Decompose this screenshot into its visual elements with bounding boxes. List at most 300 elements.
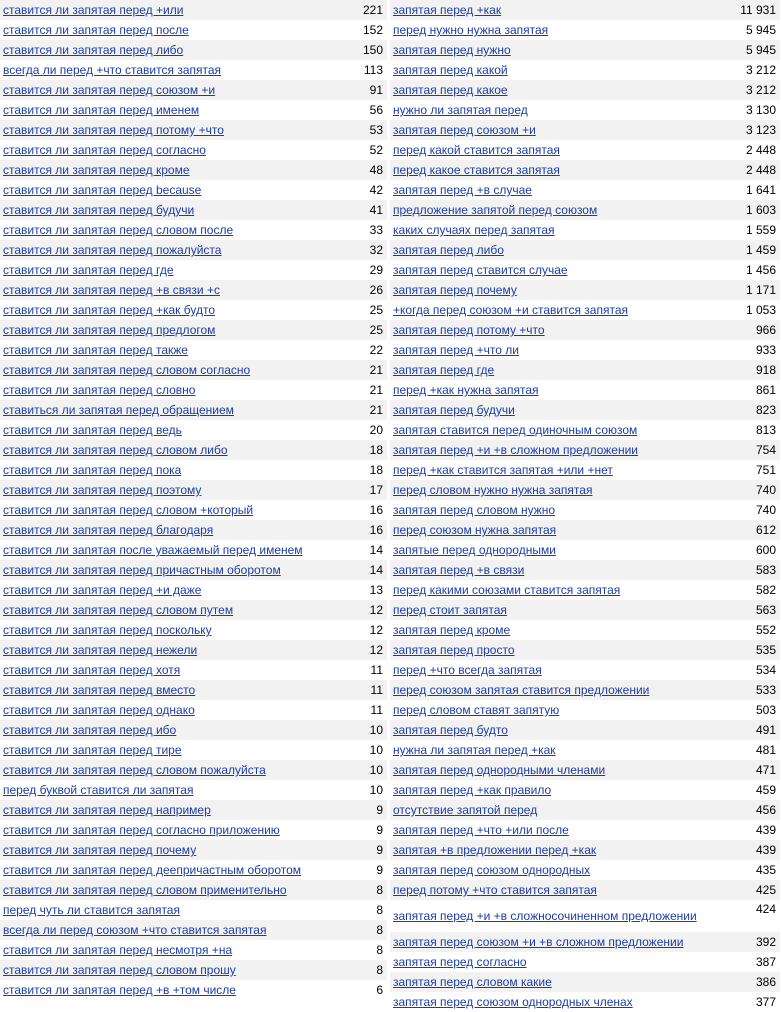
keyword-link[interactable]: ставится ли запятая перед +или xyxy=(3,3,184,17)
keyword-link[interactable]: ставится ли запятая перед словно xyxy=(3,383,196,397)
keyword-link[interactable]: запятая перед +и +в сложном предложении xyxy=(393,443,638,457)
impressions-count: 150 xyxy=(362,43,383,57)
impressions-count: 583 xyxy=(755,563,776,577)
table-row xyxy=(0,420,387,440)
impressions-count: 751 xyxy=(755,463,776,477)
keyword-link[interactable]: ставится ли запятая перед вместо xyxy=(3,683,196,697)
impressions-count: 26 xyxy=(369,283,383,297)
table-row xyxy=(0,440,387,460)
table-row xyxy=(390,380,780,400)
keyword-link[interactable]: ставится ли запятая перед причастным оборотом xyxy=(3,563,281,577)
table-row xyxy=(0,240,387,260)
keyword-link[interactable]: запятая перед какой xyxy=(393,63,508,77)
keyword-link[interactable]: ставится ли запятая перед где xyxy=(3,263,174,277)
table-row xyxy=(0,100,387,120)
impressions-count: 18 xyxy=(369,463,383,477)
keyword-link[interactable]: ставится ли запятая перед словом либо xyxy=(3,443,228,457)
table-row xyxy=(0,500,387,520)
keyword-link[interactable]: ставится ли запятая перед поэтому xyxy=(3,483,202,497)
table-row xyxy=(0,960,387,980)
table-row xyxy=(390,800,780,820)
table-row xyxy=(0,660,387,680)
impressions-count: 425 xyxy=(755,883,776,897)
impressions-count: 582 xyxy=(755,583,776,597)
table-row xyxy=(0,940,387,960)
keyword-link[interactable]: всегда ли перед союзом +что ставится запятая xyxy=(3,923,267,937)
impressions-count: 1 559 xyxy=(745,223,776,237)
keyword-link[interactable]: всегда ли перед +что ставится запятая xyxy=(3,63,222,77)
impressions-count: 113 xyxy=(363,63,383,77)
keyword-link[interactable]: запятая перед просто xyxy=(393,643,515,657)
impressions-count: 2 448 xyxy=(745,143,776,157)
table-row xyxy=(0,120,387,140)
keyword-link[interactable]: ставится ли запятая перед деепричастным оборотом xyxy=(3,863,302,877)
keyword-link[interactable]: запятая перед кроме xyxy=(393,623,511,637)
impressions-count: 424 xyxy=(755,902,776,916)
keyword-link[interactable]: перед +что всегда запятая xyxy=(393,663,542,677)
impressions-count: 754 xyxy=(755,443,776,457)
impressions-count: 387 xyxy=(755,955,776,969)
table-row xyxy=(390,340,780,360)
keyword-link[interactable]: ставится ли запятая перед словом пожалуйста xyxy=(3,763,266,777)
table-row xyxy=(390,760,780,780)
impressions-count: 8 xyxy=(376,883,383,897)
table-row xyxy=(0,320,387,340)
impressions-count: 503 xyxy=(755,703,776,717)
keyword-link[interactable]: ставится ли запятая перед пожалуйста xyxy=(3,243,222,257)
impressions-count: 740 xyxy=(755,503,776,517)
table-row xyxy=(390,40,780,60)
table-row xyxy=(390,460,780,480)
table-row xyxy=(0,20,387,40)
keyword-link[interactable]: ставиться ли запятая перед обращением xyxy=(3,403,234,417)
table-row xyxy=(0,560,387,580)
impressions-count: 33 xyxy=(369,223,383,237)
keyword-link[interactable]: перед нужно нужна запятая xyxy=(393,23,549,37)
table-row xyxy=(0,340,387,360)
keyword-link[interactable]: перед +как нужна запятая xyxy=(393,383,539,397)
impressions-count: 11 xyxy=(370,703,383,717)
keyword-link[interactable]: перед какой ставится запятая xyxy=(393,143,560,157)
table-row xyxy=(0,620,387,640)
table-row xyxy=(390,20,780,40)
table-row xyxy=(390,320,780,340)
keyword-link[interactable]: ставится ли запятая перед пока xyxy=(3,463,182,477)
table-row xyxy=(0,540,387,560)
keyword-link[interactable]: ставится ли запятая перед несмотря +на xyxy=(3,943,233,957)
keyword-link[interactable]: запятая перед где xyxy=(393,363,495,377)
impressions-count: 12 xyxy=(369,623,383,637)
keyword-link[interactable]: отсутствие запятой перед xyxy=(393,803,538,817)
table-row xyxy=(390,480,780,500)
table-row xyxy=(0,60,387,80)
table-row xyxy=(390,60,780,80)
table-row xyxy=(390,280,780,300)
table-row xyxy=(0,880,387,900)
table-row xyxy=(0,800,387,820)
keyword-link[interactable]: запятая перед союзом +и xyxy=(393,123,536,137)
keyword-link[interactable]: ставится ли запятая перед именем xyxy=(3,103,200,117)
keyword-link[interactable]: ставится ли запятая перед предлогом xyxy=(3,323,216,337)
table-row xyxy=(0,980,387,1000)
table-row xyxy=(0,180,387,200)
impressions-count: 3 130 xyxy=(745,103,776,117)
table-row xyxy=(0,460,387,480)
table-row xyxy=(0,920,387,940)
table-row xyxy=(390,360,780,380)
impressions-count: 9 xyxy=(376,823,383,837)
impressions-count: 10 xyxy=(369,783,383,797)
keyword-link[interactable]: ставится ли запятая перед также xyxy=(3,343,188,357)
impressions-count: 14 xyxy=(369,563,383,577)
keyword-link[interactable]: +когда перед союзом +и ставится запятая xyxy=(393,303,628,317)
table-row xyxy=(0,0,387,20)
keyword-link[interactable]: ставится ли запятая перед например xyxy=(3,803,211,817)
table-row xyxy=(390,560,780,580)
keyword-link[interactable]: ставится ли запятая перед кроме xyxy=(3,163,190,177)
table-row xyxy=(0,40,387,60)
impressions-count: 813 xyxy=(755,423,776,437)
impressions-count: 1 171 xyxy=(745,283,776,297)
impressions-count: 29 xyxy=(369,263,383,277)
impressions-count: 9 xyxy=(376,843,383,857)
impressions-count: 42 xyxy=(369,183,383,197)
keyword-link[interactable]: ставится ли запятая после уважаемый перед именем xyxy=(3,543,303,557)
keyword-link[interactable]: ставится ли запятая перед после xyxy=(3,23,189,37)
keyword-link[interactable]: ставится ли запятая перед словом после xyxy=(3,223,234,237)
table-row xyxy=(390,840,780,860)
impressions-count: 1 459 xyxy=(745,243,776,257)
impressions-count: 12 xyxy=(369,643,383,657)
keyword-link[interactable]: ставится ли запятая перед словом +который xyxy=(3,503,254,517)
table-row xyxy=(390,992,780,1012)
impressions-count: 56 xyxy=(369,103,383,117)
table-row xyxy=(390,180,780,200)
impressions-count: 5 945 xyxy=(745,43,776,57)
table-row xyxy=(390,680,780,700)
table-row xyxy=(0,860,387,880)
impressions-count: 9 xyxy=(376,863,383,877)
impressions-count: 13 xyxy=(369,583,383,597)
table-row xyxy=(390,660,780,680)
keyword-link[interactable]: запятая перед союзом однородных членах xyxy=(393,995,633,1009)
table-row xyxy=(390,100,780,120)
keyword-link[interactable]: запятая перед ставится случае xyxy=(393,263,568,277)
table-row xyxy=(390,972,780,992)
table-row xyxy=(390,700,780,720)
table-row xyxy=(0,740,387,760)
table-row xyxy=(390,400,780,420)
table-row xyxy=(390,260,780,280)
impressions-count: 823 xyxy=(755,403,776,417)
keyword-link[interactable]: ставится ли запятая перед ведь xyxy=(3,423,182,437)
keyword-link[interactable]: ставится ли запятая перед однако xyxy=(3,703,195,717)
keyword-link[interactable]: ставится ли запятая перед союзом +и xyxy=(3,83,216,97)
table-row xyxy=(390,900,780,932)
keyword-link[interactable]: запятая ставится перед одиночным союзом xyxy=(393,423,638,437)
impressions-count: 9 xyxy=(376,803,383,817)
impressions-count: 740 xyxy=(755,483,776,497)
impressions-count: 534 xyxy=(755,663,776,677)
table-row xyxy=(390,952,780,972)
impressions-count: 10 xyxy=(369,723,383,737)
keyword-link[interactable]: каких случаях перед запятая xyxy=(393,223,555,237)
table-row xyxy=(390,620,780,640)
table-row xyxy=(0,160,387,180)
keyword-link[interactable]: ставится ли запятая перед либо xyxy=(3,43,184,57)
table-row xyxy=(0,280,387,300)
keyword-link[interactable]: ставится ли запятая перед because xyxy=(3,183,202,197)
impressions-count: 5 945 xyxy=(745,23,776,37)
impressions-count: 563 xyxy=(755,603,776,617)
impressions-count: 377 xyxy=(755,995,776,1009)
table-row xyxy=(0,480,387,500)
impressions-count: 456 xyxy=(755,803,776,817)
right-keyword-table xyxy=(390,0,780,1012)
keyword-link[interactable]: перед словом ставят запятую xyxy=(393,703,560,717)
keyword-link[interactable]: запятая перед союзом +и +в сложном предложении xyxy=(393,935,684,949)
impressions-count: 3 123 xyxy=(745,123,776,137)
impressions-count: 16 xyxy=(369,523,383,537)
impressions-count: 459 xyxy=(755,783,776,797)
table-row xyxy=(390,440,780,460)
table-row xyxy=(0,600,387,620)
impressions-count: 8 xyxy=(376,923,383,937)
keyword-link[interactable]: запятая перед согласно xyxy=(393,955,527,969)
impressions-count: 966 xyxy=(755,323,776,337)
keyword-link[interactable]: запятая перед почему xyxy=(393,283,517,297)
table-row xyxy=(0,380,387,400)
table-row xyxy=(390,720,780,740)
impressions-count: 21 xyxy=(369,363,383,377)
keyword-link[interactable]: ставится ли запятая перед потому +что xyxy=(3,123,224,137)
table-row xyxy=(390,140,780,160)
impressions-count: 14 xyxy=(369,543,383,557)
table-row xyxy=(390,220,780,240)
table-row xyxy=(390,80,780,100)
keyword-link[interactable]: ставится ли запятая перед ибо xyxy=(3,723,177,737)
impressions-count: 41 xyxy=(369,203,383,217)
keyword-link[interactable]: ставится ли запятая перед согласно приложению xyxy=(3,823,280,837)
impressions-count: 1 603 xyxy=(745,203,776,217)
impressions-count: 1 053 xyxy=(745,303,776,317)
keyword-link[interactable]: ставится ли запятая перед почему xyxy=(3,843,197,857)
impressions-count: 20 xyxy=(369,423,383,437)
table-row xyxy=(0,840,387,860)
table-row xyxy=(390,500,780,520)
table-row xyxy=(0,820,387,840)
table-row xyxy=(0,360,387,380)
keyword-link[interactable]: нужно ли запятая перед xyxy=(393,103,528,117)
keyword-link[interactable]: запятая перед +в связи xyxy=(393,563,525,577)
table-row xyxy=(390,520,780,540)
keyword-link[interactable]: ставится ли запятая перед +как будто xyxy=(3,303,216,317)
table-row xyxy=(390,240,780,260)
keyword-link[interactable]: запятая перед потому +что xyxy=(393,323,545,337)
keyword-link[interactable]: запятая +в предложении перед +как xyxy=(393,843,597,857)
keyword-link[interactable]: перед союзом нужна запятая xyxy=(393,523,557,537)
keyword-link[interactable]: ставится ли запятая перед хотя xyxy=(3,663,181,677)
keyword-link[interactable]: ставится ли запятая перед словом применительно xyxy=(3,883,287,897)
keyword-link[interactable]: перед буквой ставится ли запятая xyxy=(3,783,194,797)
table-row xyxy=(0,680,387,700)
table-row xyxy=(0,720,387,740)
keyword-link[interactable]: запятая перед словом какие xyxy=(393,975,552,989)
keyword-link[interactable]: запятая перед будто xyxy=(393,723,508,737)
impressions-count: 439 xyxy=(755,843,776,857)
table-row xyxy=(390,860,780,880)
keyword-link[interactable]: перед какими союзами ставится запятая xyxy=(393,583,621,597)
impressions-count: 3 212 xyxy=(745,83,776,97)
keyword-link[interactable]: перед какое ставится запятая xyxy=(393,163,560,177)
keyword-link[interactable]: перед +как ставится запятая +или +нет xyxy=(393,463,613,477)
table-row xyxy=(0,700,387,720)
keyword-link[interactable]: запятая перед нужно xyxy=(393,43,511,57)
keyword-link[interactable]: запятая перед словом нужно xyxy=(393,503,556,517)
impressions-count: 2 448 xyxy=(745,163,776,177)
impressions-count: 10 xyxy=(369,743,383,757)
table-row xyxy=(390,580,780,600)
table-row xyxy=(390,540,780,560)
impressions-count: 435 xyxy=(755,863,776,877)
table-row xyxy=(0,640,387,660)
impressions-count: 8 xyxy=(376,903,383,917)
impressions-count: 471 xyxy=(755,763,776,777)
impressions-count: 12 xyxy=(369,603,383,617)
impressions-count: 17 xyxy=(369,483,383,497)
keyword-link[interactable]: перед чуть ли ставится запятая xyxy=(3,903,180,917)
impressions-count: 491 xyxy=(755,723,776,737)
table-row xyxy=(0,900,387,920)
table-row xyxy=(0,80,387,100)
impressions-count: 25 xyxy=(369,303,383,317)
table-row xyxy=(0,220,387,240)
table-row xyxy=(390,0,780,20)
keyword-link[interactable]: запятая перед +что ли xyxy=(393,343,519,357)
impressions-count: 535 xyxy=(755,643,776,657)
keyword-link[interactable]: перед стоит запятая xyxy=(393,603,507,617)
table-row xyxy=(0,260,387,280)
keyword-link[interactable]: запятая перед +в случае xyxy=(393,183,532,197)
table-row xyxy=(390,160,780,180)
impressions-count: 6 xyxy=(376,983,383,997)
impressions-count: 21 xyxy=(369,403,383,417)
keyword-link[interactable]: ставится ли запятая перед благодаря xyxy=(3,523,214,537)
keyword-link[interactable]: запятая перед +и +в сложносочиненном предложении xyxy=(393,910,697,922)
table-row xyxy=(390,740,780,760)
table-row xyxy=(0,200,387,220)
keyword-link[interactable]: ставится ли запятая перед будучи xyxy=(3,203,195,217)
table-row xyxy=(0,400,387,420)
impressions-count: 439 xyxy=(755,823,776,837)
keyword-link[interactable]: ставится ли запятая перед поскольку xyxy=(3,623,212,637)
keyword-link[interactable]: перед словом нужно нужна запятая xyxy=(393,483,593,497)
impressions-count: 25 xyxy=(369,323,383,337)
impressions-count: 152 xyxy=(362,23,383,37)
impressions-count: 91 xyxy=(369,83,383,97)
table-row xyxy=(390,200,780,220)
keyword-link[interactable]: запятая перед +как xyxy=(393,3,502,17)
impressions-count: 612 xyxy=(755,523,776,537)
table-row xyxy=(390,880,780,900)
keyword-link[interactable]: ставится ли запятая перед словом согласно xyxy=(3,363,251,377)
table-row xyxy=(390,300,780,320)
keyword-link[interactable]: ставится ли запятая перед +в +том числе xyxy=(3,983,236,997)
keyword-link[interactable]: запятая перед +что +или после xyxy=(393,823,569,837)
table-row xyxy=(0,140,387,160)
table-row xyxy=(0,780,387,800)
keyword-link[interactable]: ставится ли запятая перед +и даже xyxy=(3,583,202,597)
impressions-count: 918 xyxy=(755,363,776,377)
keyword-link[interactable]: ставится ли запятая перед словом прошу xyxy=(3,963,236,977)
keyword-link[interactable]: ставится ли запятая перед словом путем xyxy=(3,603,234,617)
keyword-link[interactable]: запятая перед какое xyxy=(393,83,508,97)
table-row xyxy=(390,120,780,140)
keyword-link[interactable]: запятая перед либо xyxy=(393,243,504,257)
impressions-count: 11 xyxy=(370,683,383,697)
table-row xyxy=(390,932,780,952)
keyword-link[interactable]: запятые перед однородными xyxy=(393,543,556,557)
table-row xyxy=(0,300,387,320)
impressions-count: 386 xyxy=(755,975,776,989)
table-row xyxy=(0,580,387,600)
table-row xyxy=(390,820,780,840)
keyword-link[interactable]: запятая перед +как правило xyxy=(393,783,552,797)
impressions-count: 221 xyxy=(362,3,383,17)
table-row xyxy=(390,780,780,800)
left-keyword-table xyxy=(0,0,387,1000)
impressions-count: 392 xyxy=(755,935,776,949)
impressions-count: 53 xyxy=(369,123,383,137)
keyword-link[interactable]: ставится ли запятая перед согласно xyxy=(3,143,206,157)
table-row xyxy=(390,600,780,620)
impressions-count: 3 212 xyxy=(745,63,776,77)
impressions-count: 16 xyxy=(369,503,383,517)
keyword-link[interactable]: ставится ли запятая перед нежели xyxy=(3,643,198,657)
impressions-count: 8 xyxy=(376,943,383,957)
table-row xyxy=(0,520,387,540)
impressions-count: 21 xyxy=(369,383,383,397)
keyword-link[interactable]: запятая перед союзом однородных xyxy=(393,863,591,877)
impressions-count: 11 931 xyxy=(740,3,776,17)
keyword-link[interactable]: предложение запятой перед союзом xyxy=(393,203,598,217)
keyword-link[interactable]: перед союзом запятая ставится предложении xyxy=(393,683,650,697)
keyword-link[interactable]: перед потому +что ставится запятая xyxy=(393,883,597,897)
impressions-count: 481 xyxy=(755,743,776,757)
impressions-count: 10 xyxy=(369,763,383,777)
impressions-count: 933 xyxy=(755,343,776,357)
impressions-count: 8 xyxy=(376,963,383,977)
table-row xyxy=(390,640,780,660)
impressions-count: 861 xyxy=(755,383,776,397)
impressions-count: 600 xyxy=(755,543,776,557)
impressions-count: 22 xyxy=(369,343,383,357)
keyword-link[interactable]: нужна ли запятая перед +как xyxy=(393,743,556,757)
impressions-count: 32 xyxy=(369,243,383,257)
impressions-count: 11 xyxy=(370,663,383,677)
keyword-link[interactable]: запятая перед будучи xyxy=(393,403,515,417)
impressions-count: 18 xyxy=(369,443,383,457)
impressions-count: 48 xyxy=(369,163,383,177)
impressions-count: 1 456 xyxy=(745,263,776,277)
table-row xyxy=(0,760,387,780)
keyword-link[interactable]: запятая перед однородными членами xyxy=(393,763,606,777)
impressions-count: 533 xyxy=(755,683,776,697)
impressions-count: 52 xyxy=(369,143,383,157)
impressions-count: 1 641 xyxy=(745,183,776,197)
keyword-link[interactable]: ставится ли запятая перед +в связи +с xyxy=(3,283,220,297)
keyword-link[interactable]: ставится ли запятая перед тире xyxy=(3,743,182,757)
